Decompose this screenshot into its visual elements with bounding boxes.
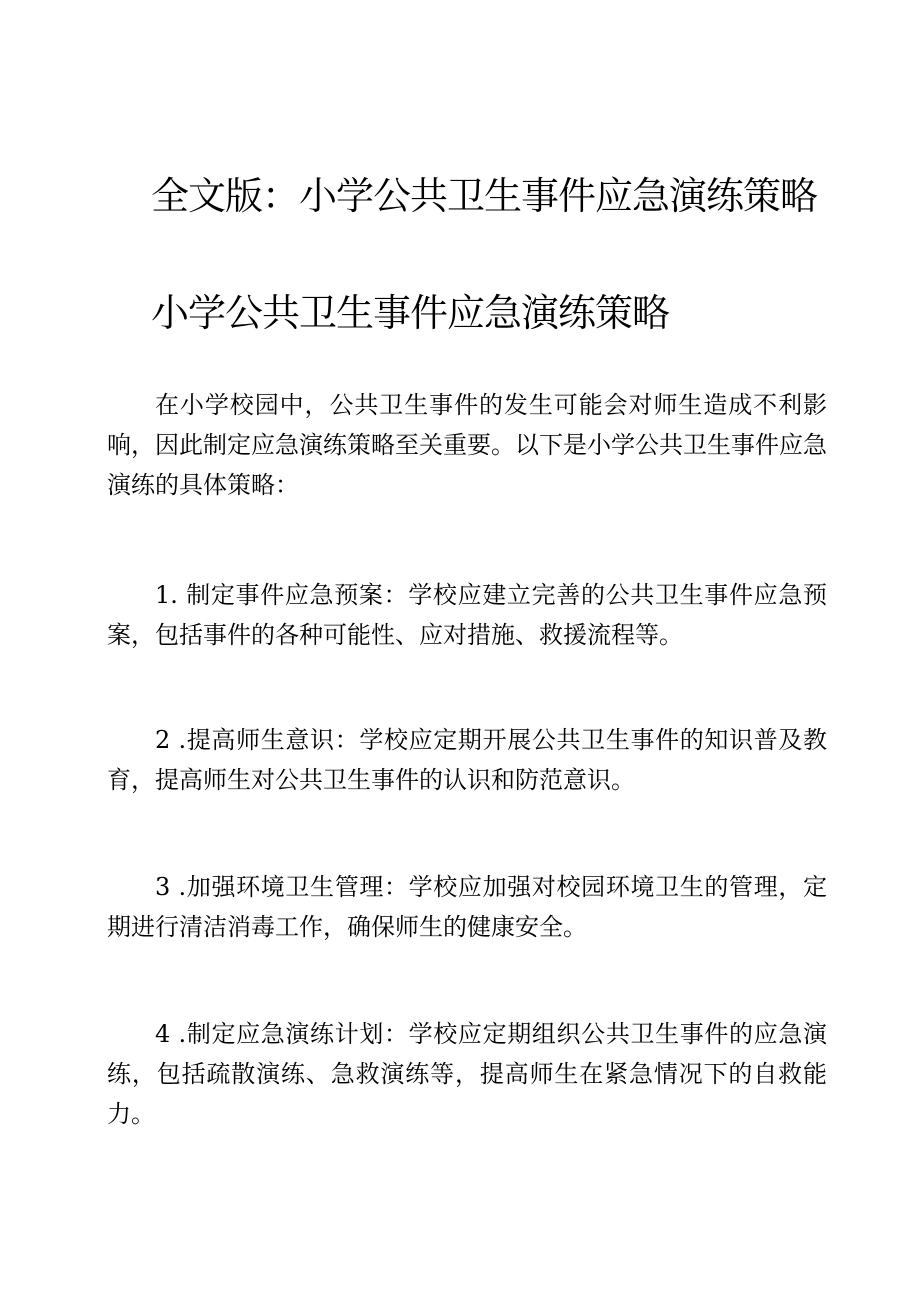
strategy-item-3: 3 .加强环境卫生管理：学校应加强对校园环境卫生的管理，定期进行清洁消毒工作，确保师生的健康安全。 <box>107 873 827 941</box>
strategy-item-2: 2 .提高师生意识：学校应定期开展公共卫生事件的知识普及教育，提高师生对公共卫生事件的认识和防范意识。 <box>107 726 827 794</box>
strategy-item-1: 1. 制定事件应急预案：学校应建立完善的公共卫生事件应急预案，包括事件的各种可能性、应对措施、救援流程等。 <box>107 581 827 649</box>
intro-paragraph: 在小学校园中，公共卫生事件的发生可能会对师生造成不利影响，因此制定应急演练策略至关重要。以下是小学公共卫生事件应急演练的具体策略： <box>107 391 827 499</box>
document-subtitle: 小学公共卫生事件应急演练策略 <box>151 291 670 335</box>
strategy-item-4: 4 .制定应急演练计划：学校应定期组织公共卫生事件的应急演练，包括疏散演练、急救演练等，提高师生在紧急情况下的自救能力。 <box>107 1020 827 1128</box>
document-title: 全文版：小学公共卫生事件应急演练策略 <box>151 174 818 218</box>
